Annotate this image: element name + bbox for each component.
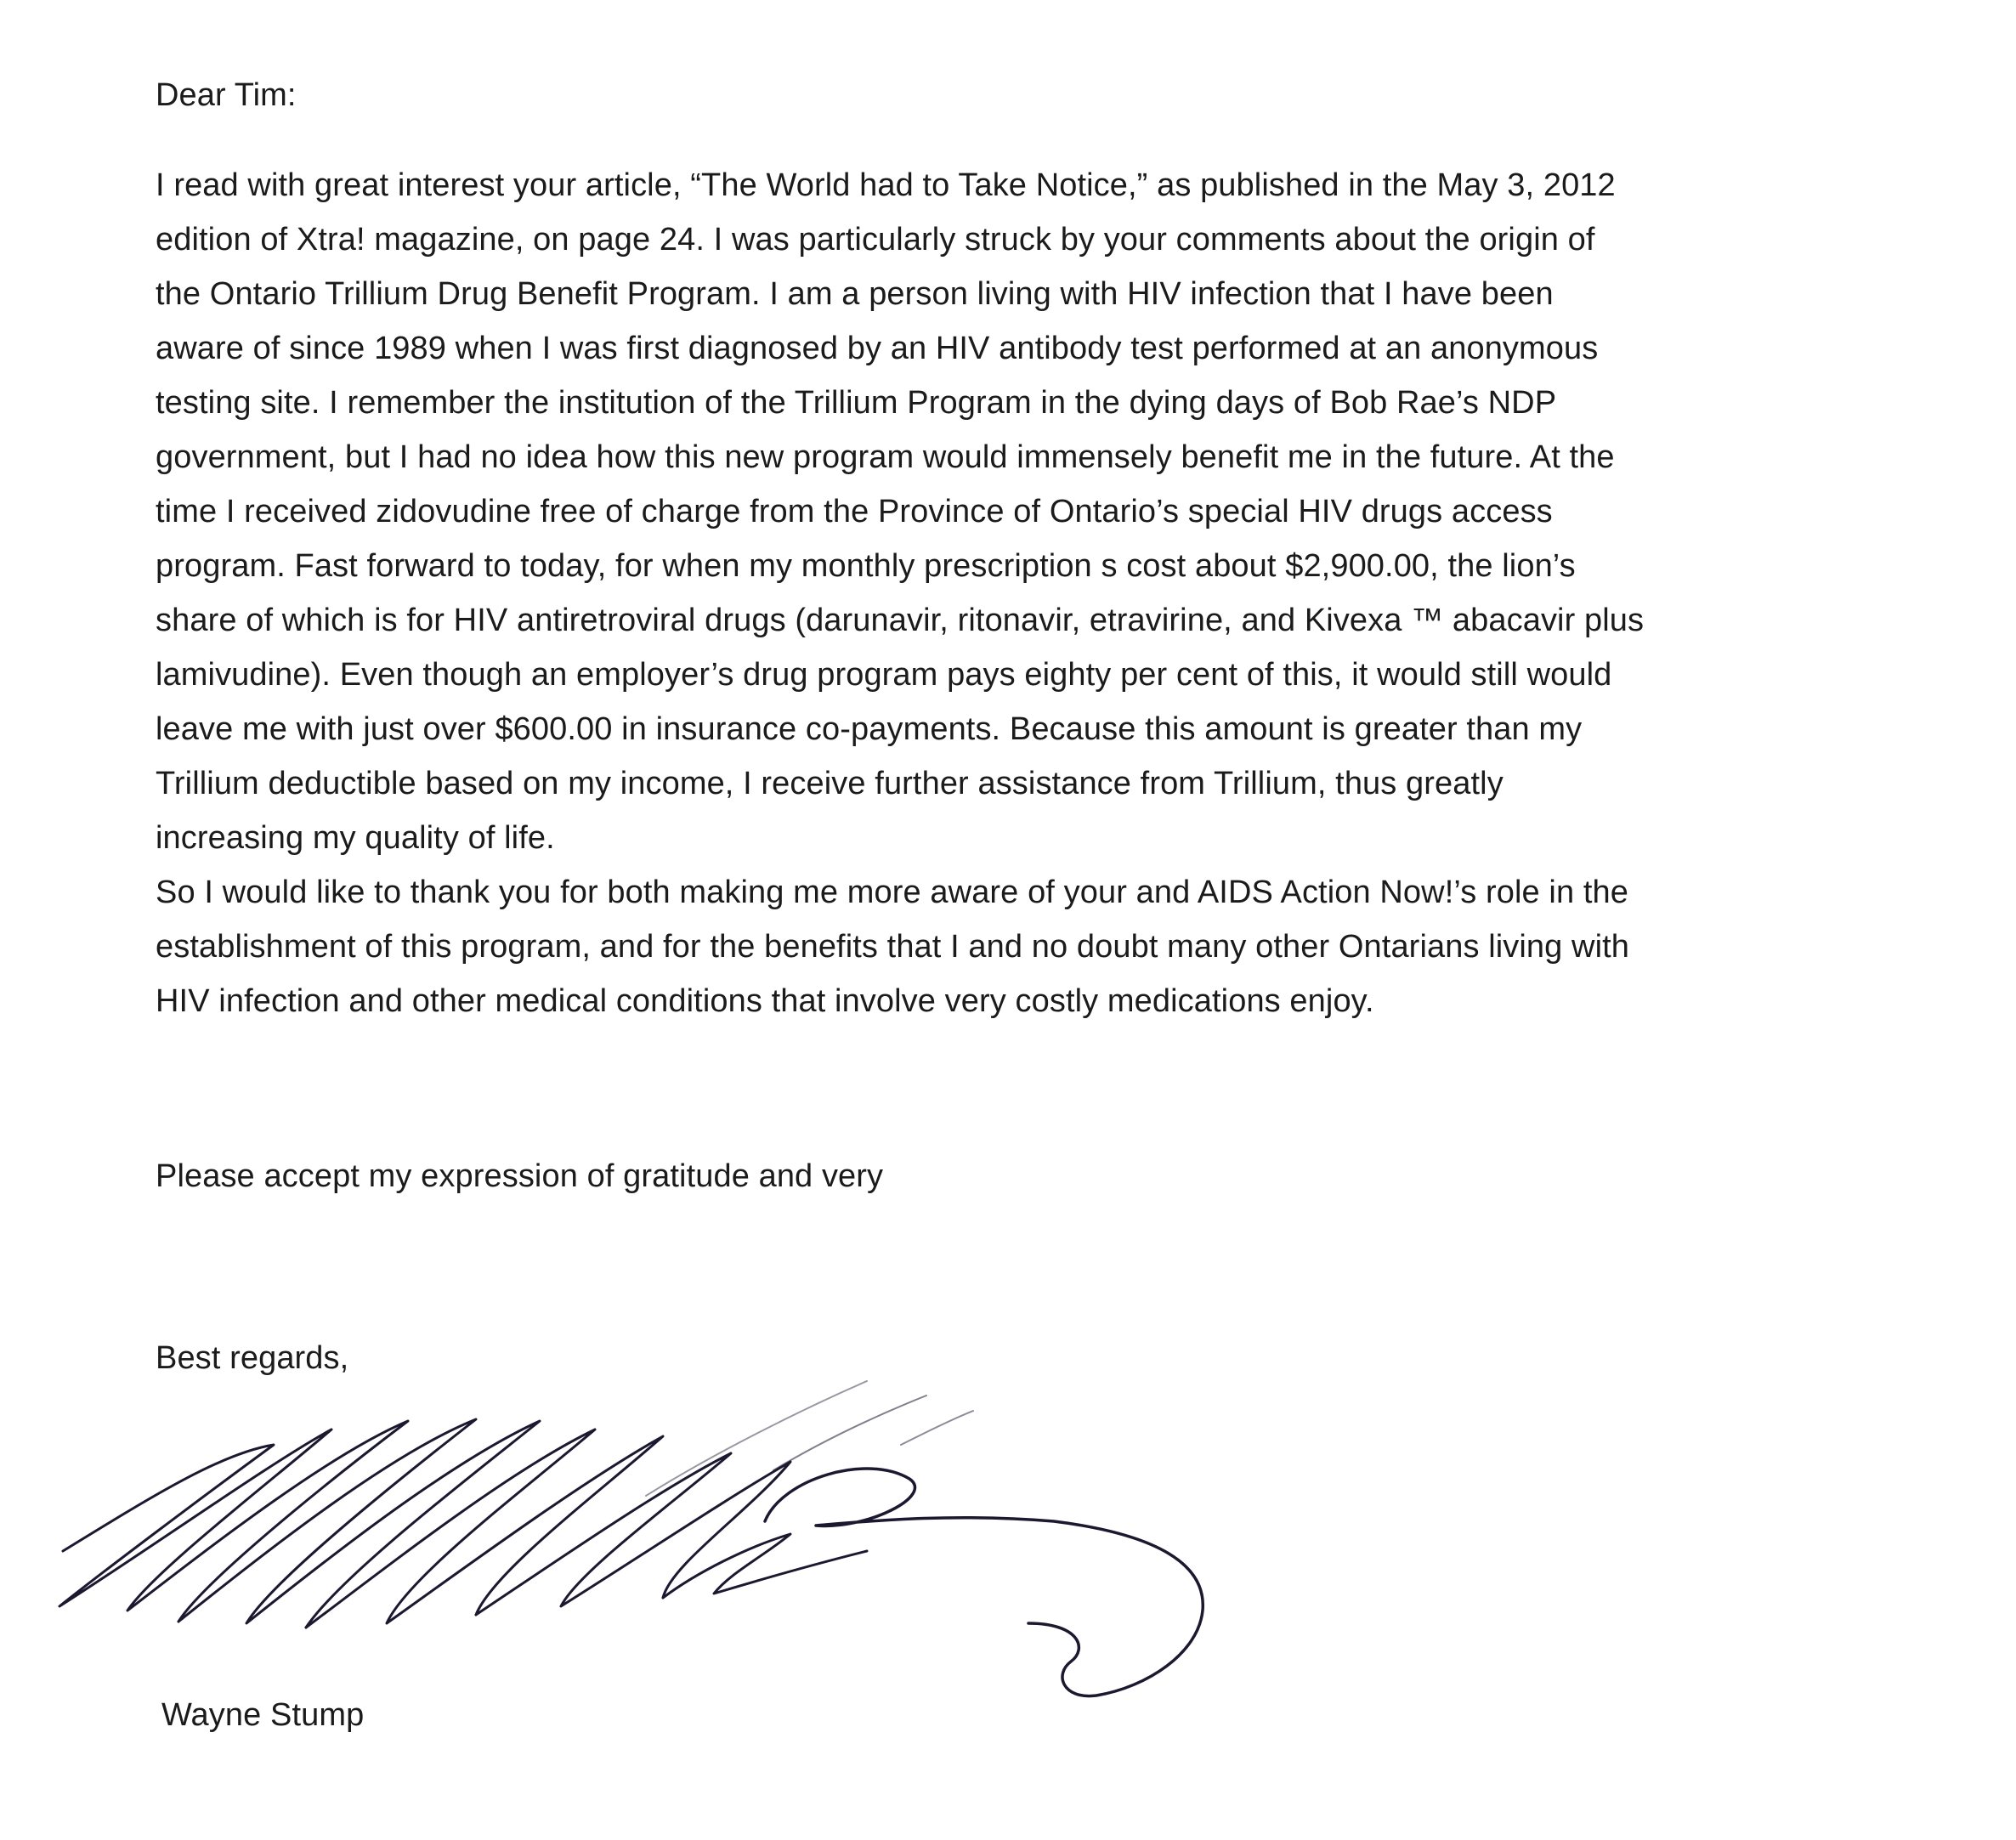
closing-sentence: Please accept my expression of gratitude and very — [156, 1158, 884, 1194]
body-line: aware of since 1989 when I was first diagnosed by an HIV antibody test performed at an anonymous — [156, 331, 1599, 366]
body-line: Trillium deductible based on my income, I receive further assistance from Trillium, thus greatly — [156, 766, 1504, 801]
salutation: Dear Tim: — [156, 77, 297, 113]
body-line: time I received zidovudine free of charge from the Province of Ontario’s special HIV drugs access — [156, 494, 1553, 529]
body-line: increasing my quality of life. — [156, 820, 555, 856]
body-line: establishment of this program, and for the benefits that I and no doubt many other Ontarians living with — [156, 929, 1630, 965]
signer-name: Wayne Stump — [161, 1697, 365, 1733]
body-line: leave me with just over $600.00 in insurance co-payments. Because this amount is greater than my — [156, 711, 1583, 747]
body-line: testing site. I remember the institution of the Trillium Program in the dying days of Bob Rae’s NDP — [156, 385, 1557, 421]
body-line: share of which is for HIV antiretroviral drugs (darunavir, ritonavir, etravirine, and Kivexa ™ abacavir plus — [156, 603, 1645, 638]
body-line: lamivudine). Even though an employer’s drug program pays eighty per cent of this, it would still would — [156, 657, 1612, 693]
letter-body — [156, 158, 1644, 1028]
sign-off: Best regards, — [156, 1340, 349, 1376]
body-line: I read with great interest your article, “The World had to Take Notice,” as published in the May 3, 2012 — [156, 167, 1616, 203]
handwritten-signature — [51, 1351, 1215, 1708]
body-line: government, but I had no idea how this new program would immensely benefit me in the future. At the — [156, 439, 1615, 475]
body-line: edition of Xtra! magazine, on page 24. I was particularly struck by your comments about the origin of — [156, 222, 1595, 258]
body-line: the Ontario Trillium Drug Benefit Program. I am a person living with HIV infection that I have been — [156, 276, 1554, 312]
body-line: HIV infection and other medical conditions that involve very costly medications enjoy. — [156, 983, 1374, 1019]
body-line: program. Fast forward to today, for when my monthly prescription s cost about $2,900.00, the lion’s — [156, 548, 1576, 584]
body-line: So I would like to thank you for both making me more aware of your and AIDS Action Now!’s role in the — [156, 875, 1628, 910]
